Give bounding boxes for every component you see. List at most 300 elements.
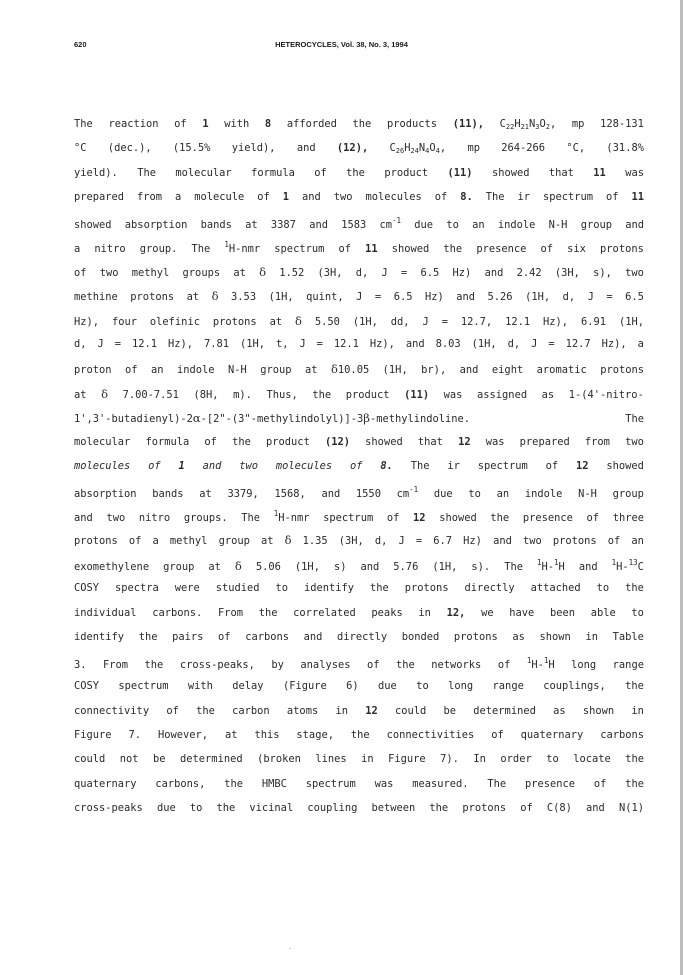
word: proton [74, 364, 112, 377]
word: the [346, 166, 365, 179]
word: mp [467, 142, 480, 155]
word: the [352, 118, 372, 130]
word: protons [212, 315, 257, 328]
word: and [586, 802, 605, 815]
word: an [151, 364, 164, 377]
word: Hz), [601, 337, 627, 350]
word: br), [421, 364, 447, 377]
text-line [74, 778, 644, 802]
word: yield). [74, 166, 118, 179]
word: (1H, [352, 315, 378, 328]
word: (3H, [317, 266, 343, 279]
word: we [481, 606, 494, 619]
word: of [497, 658, 511, 671]
word: (dec.), [107, 142, 152, 155]
word: connectivities [386, 728, 475, 741]
word: 1 [282, 191, 290, 204]
word: 12.1 [333, 337, 359, 350]
word: in [335, 704, 348, 717]
word: 8. [460, 191, 473, 204]
word: lines [315, 753, 347, 766]
word: s). [471, 560, 491, 573]
word: 6.5 [393, 291, 413, 304]
word: N-H [548, 218, 568, 231]
word: molecular [175, 166, 232, 179]
word: at [208, 560, 221, 573]
word: s) [333, 560, 347, 573]
text-line [74, 656, 644, 680]
word: six [567, 243, 586, 256]
word: the [370, 582, 389, 595]
word: = [441, 315, 448, 328]
text-line [74, 191, 644, 215]
word: the [625, 777, 644, 790]
word: protons [600, 243, 644, 256]
word: methyl [131, 266, 170, 279]
word: (11) [404, 388, 430, 401]
word: spectra [115, 582, 159, 595]
word: of [545, 460, 559, 473]
word: due [414, 218, 434, 231]
word: quaternary [520, 728, 584, 741]
word: s), [593, 266, 612, 279]
word: of [491, 728, 504, 741]
word: 5.50 [314, 315, 340, 328]
word: the [490, 512, 510, 524]
word: of [74, 266, 87, 279]
word: the [350, 728, 370, 741]
word: due [156, 802, 176, 815]
word: olefinic [149, 315, 200, 328]
word: Figure [74, 728, 112, 741]
word: 128-131 [600, 118, 644, 130]
page-number: 620 [74, 40, 87, 49]
word: group [218, 535, 250, 548]
word: However, [157, 728, 209, 741]
word: peaks [371, 606, 403, 619]
word: four [111, 315, 137, 328]
word: (1H, [239, 337, 265, 350]
word: Table [612, 631, 644, 644]
word: at [74, 388, 87, 401]
word: be [153, 753, 166, 766]
word: the [144, 658, 164, 671]
word: long [448, 680, 474, 693]
word: °C [74, 142, 87, 155]
word: J [381, 266, 388, 279]
word: product [266, 435, 310, 448]
word: was [485, 435, 505, 448]
text-line [74, 460, 644, 484]
word: groups [182, 266, 221, 279]
word: methyl [169, 535, 208, 548]
word: two [239, 460, 259, 473]
word: 8.03 [435, 337, 461, 350]
word: (12) [324, 435, 351, 448]
word: δ [101, 386, 109, 401]
word: (broken [257, 753, 301, 766]
word: order [500, 753, 532, 766]
word: of [204, 435, 217, 448]
text-line [74, 509, 644, 533]
word: group. [139, 243, 178, 256]
word: due [433, 487, 453, 500]
word: connectivity [74, 704, 150, 717]
word: able [590, 606, 616, 619]
word: quint, [306, 291, 344, 304]
word: 2.42 [516, 266, 542, 279]
word: 6.91 [580, 315, 607, 328]
word: at [305, 364, 318, 377]
word: = [548, 337, 555, 350]
word: formula [251, 166, 295, 179]
word: and [405, 337, 425, 350]
word: and [303, 631, 323, 644]
word: the [138, 631, 158, 644]
word: prepared [519, 435, 570, 448]
word: 8. [380, 460, 393, 473]
word: group [580, 218, 612, 231]
word: three [612, 512, 644, 524]
word: group [260, 364, 292, 377]
word: of [386, 512, 400, 524]
word: assigned [477, 388, 528, 401]
word: $^1$H-$^{13}$C [611, 557, 644, 573]
text-line [74, 411, 644, 435]
word: (1H, [618, 315, 644, 328]
word: C(8) [546, 802, 572, 815]
word: reaction [108, 118, 159, 130]
word: (1H, [432, 560, 458, 573]
word: bands [200, 218, 232, 231]
word: The [487, 777, 507, 790]
word: long [571, 658, 597, 671]
word: to [275, 582, 289, 595]
word: a [74, 243, 81, 256]
word: $^1$H-nmr [273, 509, 310, 524]
word: atoms [286, 704, 319, 717]
word: presence [522, 512, 573, 524]
word: d, [74, 337, 87, 350]
word: coupling [307, 802, 358, 815]
word: 1550 [355, 487, 381, 500]
word: ir [517, 191, 530, 204]
word: of [593, 777, 607, 790]
word: 12, [446, 606, 466, 619]
word: the [625, 582, 644, 595]
word: the [429, 802, 449, 815]
text-line [74, 362, 644, 386]
page-header [0, 40, 683, 54]
word: 264-266 [501, 142, 546, 155]
word: Thus, [266, 388, 298, 401]
word: shown [539, 631, 571, 644]
text-line [74, 729, 644, 753]
word: to [468, 487, 481, 500]
word: product [345, 388, 390, 401]
word: in [585, 631, 598, 644]
word: showed [391, 243, 430, 256]
word: of [366, 658, 380, 671]
word: directly [464, 582, 515, 595]
word: of [148, 460, 161, 473]
word: determined [180, 753, 243, 766]
word: and [459, 364, 479, 377]
word: 1583 [341, 218, 367, 231]
word: the [625, 680, 644, 693]
word: The [410, 460, 430, 473]
word: = [114, 337, 121, 350]
word: studied [215, 582, 260, 595]
word: was [625, 166, 644, 179]
word: $^1$H-$^1$H [536, 557, 565, 573]
word: from [584, 435, 610, 448]
word: = [415, 535, 423, 548]
word: pairs [172, 631, 204, 644]
text-line [74, 142, 644, 166]
word: a [637, 337, 644, 350]
word: could [74, 753, 106, 766]
word: at [186, 291, 200, 304]
word: two [625, 266, 644, 279]
word: the [395, 658, 415, 671]
word: to [546, 753, 559, 766]
word: 7.00-7.51 [122, 388, 179, 401]
word: analyses [300, 658, 351, 671]
word: a [175, 191, 182, 204]
word: the [625, 753, 644, 766]
word: J [587, 291, 594, 304]
word: from [137, 191, 163, 204]
word: carbons. [152, 606, 203, 619]
text-line [74, 436, 644, 460]
word: two [106, 512, 126, 524]
word: two [333, 191, 353, 204]
word: and [578, 560, 598, 573]
word: two [625, 435, 644, 448]
word: mp [571, 118, 585, 130]
word: 6.7 [433, 535, 453, 548]
word: 12 [458, 435, 471, 448]
text-line [74, 167, 644, 191]
word: the [258, 606, 278, 619]
word: could [394, 704, 427, 717]
word: cross-peaks, [179, 658, 255, 671]
text-line [74, 485, 644, 509]
word: nitro [94, 243, 126, 256]
word: was [374, 777, 394, 790]
word: in [418, 606, 431, 619]
word: molecules [275, 460, 333, 473]
word: protons [74, 535, 118, 548]
word: From [103, 658, 129, 671]
word: of [586, 512, 600, 524]
word: and [456, 291, 476, 304]
word: cross-peaks [74, 802, 143, 815]
word: range [612, 658, 644, 671]
word: stage, [296, 728, 334, 741]
word: couplings, [543, 680, 606, 693]
word: The [241, 512, 261, 524]
word: products [386, 118, 438, 130]
word: as [512, 631, 525, 644]
text-line [74, 216, 644, 240]
word: and [296, 142, 316, 155]
word: range [492, 680, 524, 693]
word: to [446, 218, 459, 231]
word: correlated [293, 606, 356, 619]
word: of [166, 704, 179, 717]
word: of [338, 243, 351, 256]
word: Hz), [543, 315, 569, 328]
word: at [260, 535, 274, 548]
word: determined [473, 704, 536, 717]
word: were [174, 582, 200, 595]
word: and [74, 512, 93, 524]
word: of [257, 191, 270, 204]
word: of [540, 243, 554, 256]
text-line [74, 582, 644, 606]
word: absorption [74, 487, 137, 500]
word: and [309, 218, 328, 231]
word: ir [447, 460, 460, 473]
word: molecules [365, 191, 422, 204]
word: Hz), [74, 315, 100, 328]
word: 7. [128, 728, 142, 741]
word: and [493, 535, 512, 548]
word: and [202, 460, 222, 473]
word: the [312, 388, 332, 401]
word: $^1$H-nmr [224, 240, 261, 256]
word: protons [453, 631, 498, 644]
text-line [74, 118, 644, 142]
word: of [218, 631, 231, 644]
word: nitro [138, 512, 171, 524]
word: at [199, 487, 212, 500]
word: bands [152, 487, 184, 500]
word: be [443, 704, 457, 717]
word: an [496, 487, 510, 500]
word: δ [234, 558, 242, 573]
word: and [321, 487, 341, 500]
word: 1-(4'-nitro- [568, 388, 644, 401]
text-line [74, 680, 644, 704]
word: showed [606, 460, 644, 473]
word: 3.53 [231, 291, 257, 304]
word: $cm^{-1}$ [379, 215, 402, 231]
word: 6) [346, 680, 359, 693]
word: of [128, 535, 142, 548]
word: (3H, [554, 266, 580, 279]
text-line [74, 802, 644, 826]
word: eight [491, 364, 524, 377]
word: and [301, 191, 321, 204]
word: 5.06 [255, 560, 281, 573]
word: 1 [178, 460, 185, 473]
word: and [625, 218, 644, 231]
word: by [271, 658, 284, 671]
text-line [74, 338, 644, 362]
text-line [74, 753, 644, 777]
word: J [356, 291, 363, 304]
word: identify [304, 582, 355, 595]
word: δ [295, 313, 302, 328]
word: 3387 [270, 218, 296, 231]
word: been [549, 606, 576, 619]
word: spectrum [305, 777, 356, 790]
word: J [97, 337, 104, 350]
word: protons [600, 364, 644, 377]
word: $C_{26}H_{24}N_4O_4$, [389, 142, 447, 156]
word: 1.52 [279, 266, 305, 279]
word: indole [524, 487, 563, 500]
word: attached [530, 582, 581, 595]
word: protons [552, 535, 597, 548]
word: of [605, 191, 619, 204]
word: Figure [388, 753, 426, 766]
word: δ [211, 289, 219, 304]
word: = [374, 291, 382, 304]
text-line [74, 705, 644, 729]
text-line [74, 631, 644, 655]
word: methine [74, 291, 118, 304]
word: showed [439, 512, 477, 524]
word: identify [74, 631, 125, 644]
word: N-H [578, 487, 597, 500]
word: = [401, 266, 408, 279]
word: (1H, [525, 291, 551, 304]
word: a [152, 535, 159, 548]
word: In [473, 753, 486, 766]
word: 1',3'-butadienyl)-2α-[2"-(3"-methylindolyl)]-3β-methylindoline. [74, 411, 471, 426]
word: due [378, 680, 397, 693]
word: 1568, [274, 487, 306, 500]
word: J [422, 315, 429, 328]
word: and [484, 266, 504, 279]
word: measured. [412, 777, 469, 790]
word: to [596, 582, 610, 595]
word: 6.5 [420, 266, 440, 279]
word: (11), [452, 118, 484, 130]
word: the [224, 777, 244, 790]
word: (Figure [282, 680, 327, 693]
word: HMBC [261, 777, 287, 790]
word: as [553, 704, 566, 717]
text-line [74, 387, 644, 411]
word: carbons [245, 631, 289, 644]
word: afforded [286, 118, 337, 130]
word: of [350, 460, 363, 473]
word: t, [275, 337, 289, 350]
word: °C, [566, 142, 586, 155]
word: 8 [264, 118, 272, 130]
word: 3. [74, 658, 87, 671]
word: The [485, 191, 505, 204]
word: 12.7 [565, 337, 591, 350]
word: From [217, 606, 244, 619]
word: and [360, 560, 380, 573]
text-line [74, 265, 644, 289]
word: $^1$H-$^1$H [526, 655, 555, 671]
word: δ [284, 533, 292, 548]
word: at [233, 266, 246, 279]
word: 12.1 [131, 337, 157, 350]
word: (12), [336, 142, 369, 155]
word: 12 [413, 512, 426, 524]
word: delay [232, 680, 264, 693]
running-head: HETEROCYCLES, Vol. 38, No. 3, 1994 [275, 40, 408, 49]
word: in [631, 704, 644, 717]
